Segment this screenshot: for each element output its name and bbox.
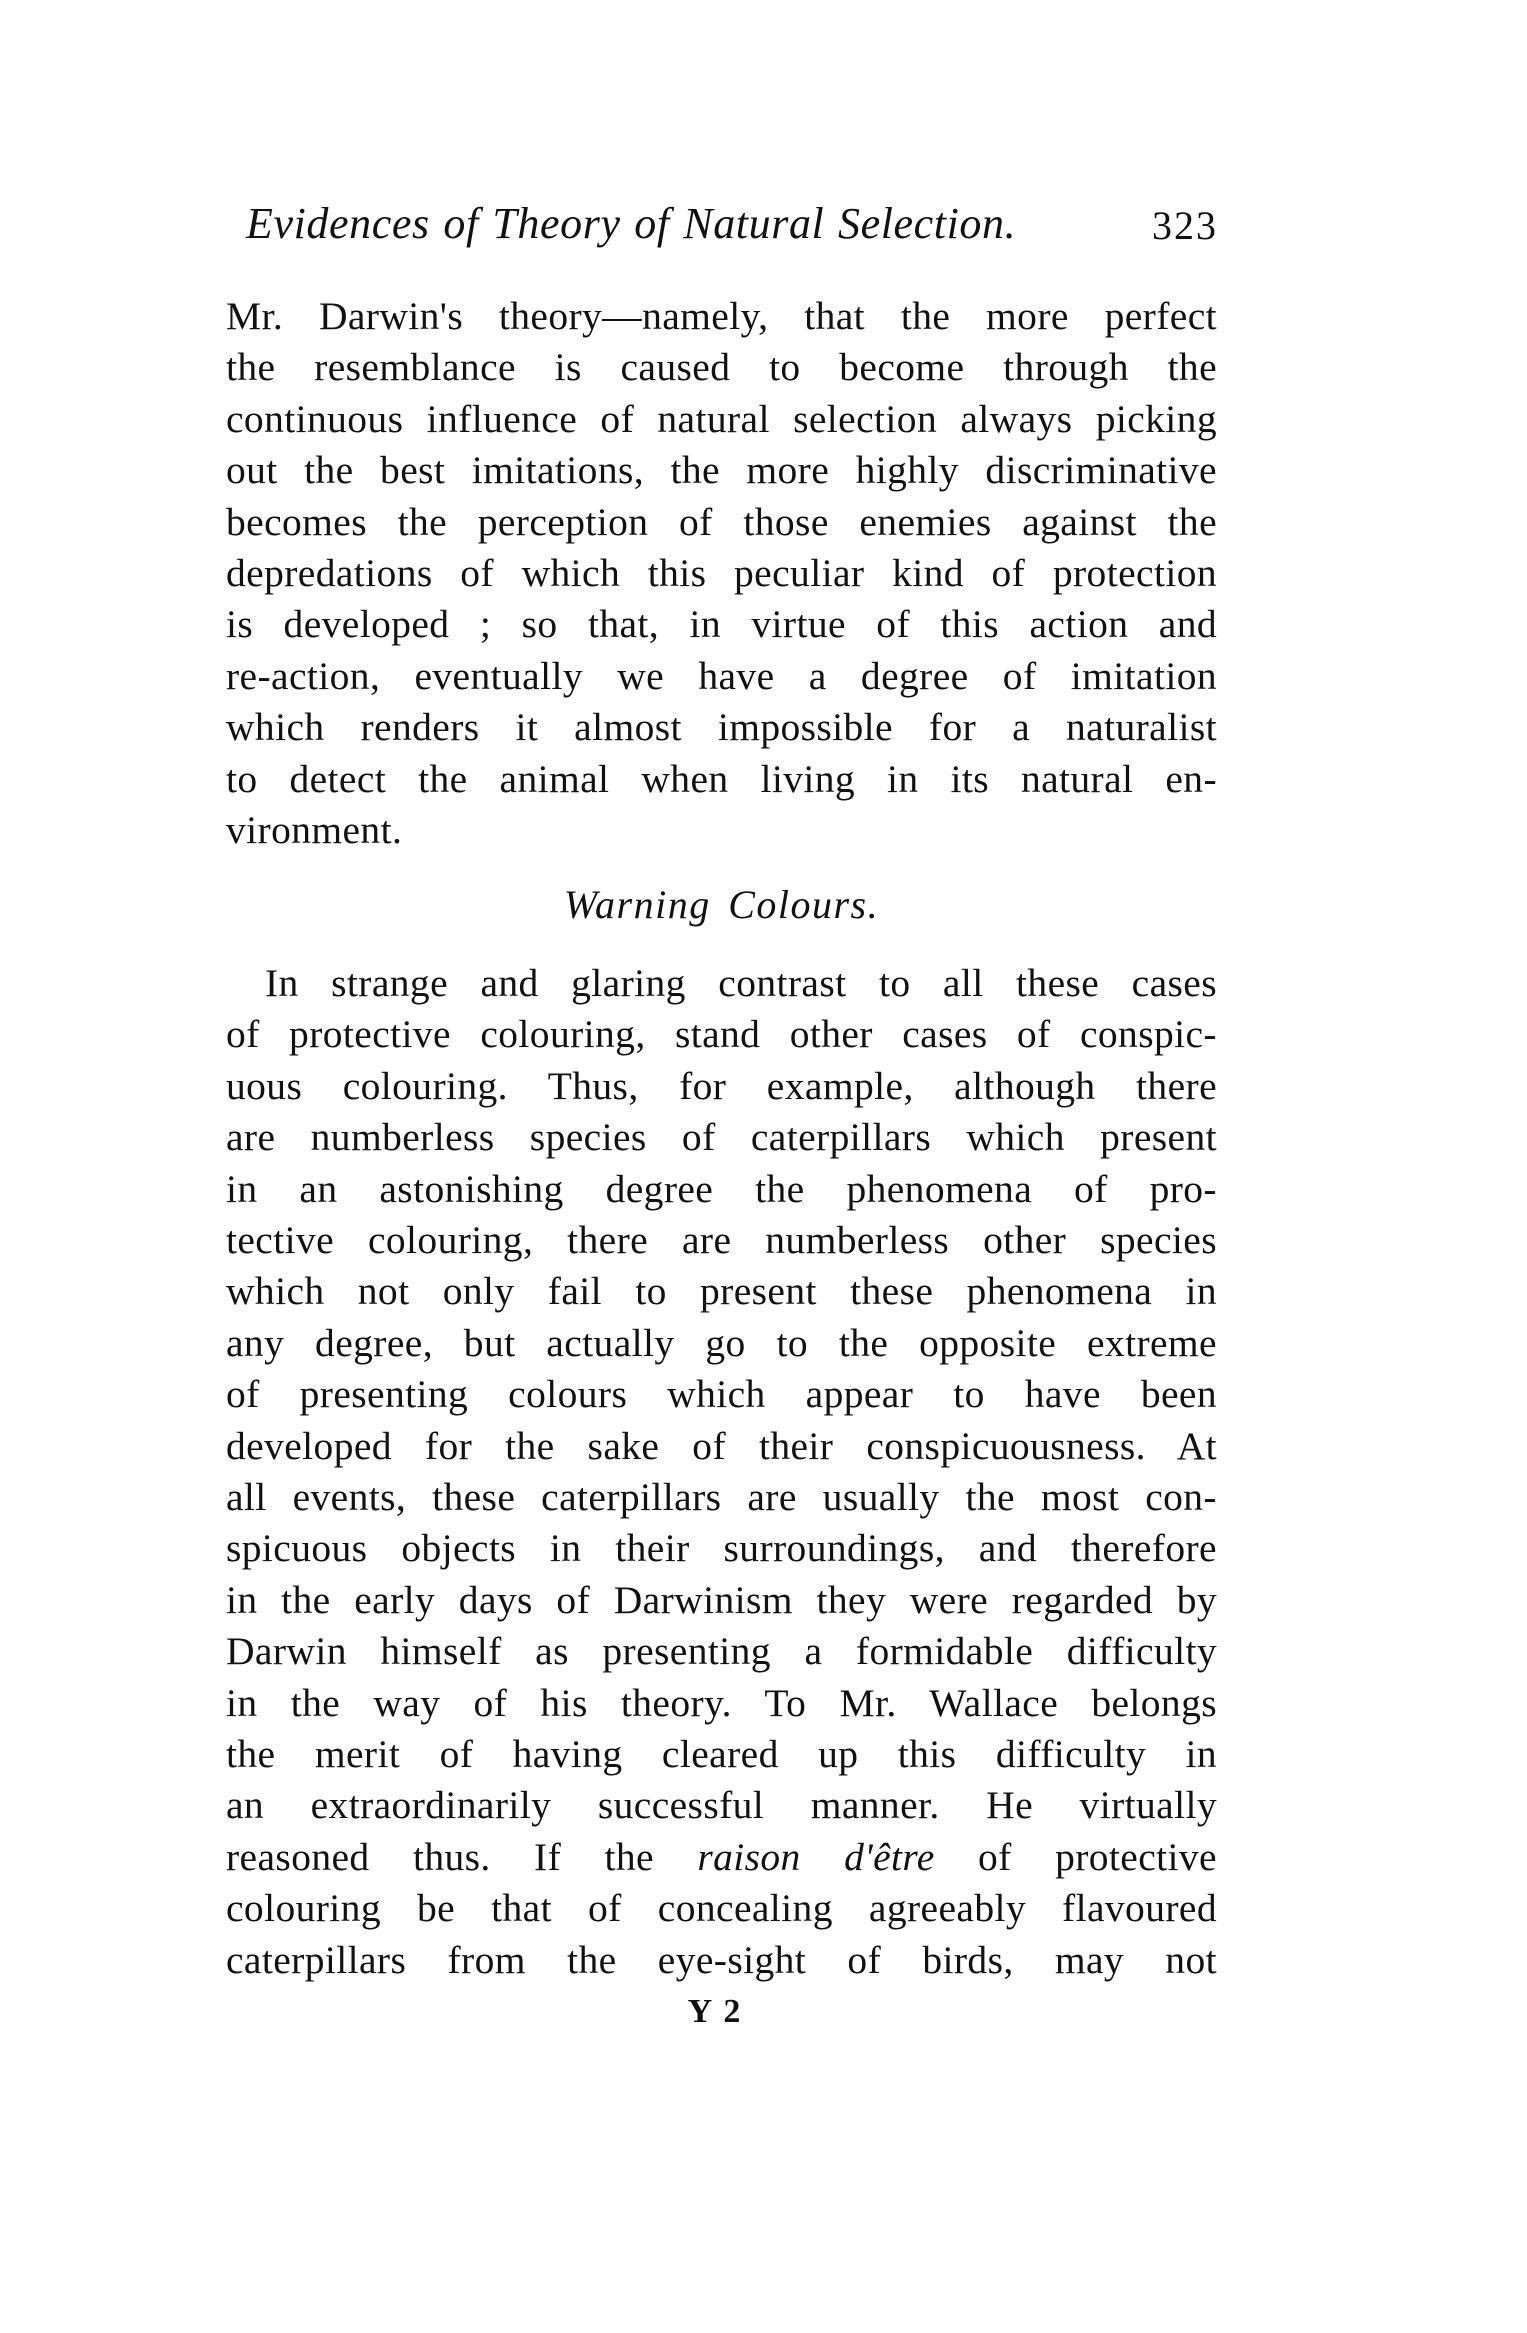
text-line: an extraordinarily successful manner. He virtually <box>226 1783 1217 1827</box>
text-line: which not only fail to present these phenomena in <box>226 1269 1217 1313</box>
text-line: in an astonishing degree the phenomena of pro- <box>226 1167 1217 1211</box>
text-line: of protective colouring, stand other cases of conspic- <box>226 1012 1217 1056</box>
text-line: In strange and glaring contrast to all these cases <box>265 961 1217 1005</box>
text-line: vironment. <box>226 808 403 852</box>
italic-phrase-raison-detre: raison d'être <box>697 1835 935 1879</box>
text-line: uous colouring. Thus, for example, although there <box>226 1064 1217 1108</box>
running-head <box>246 196 1218 252</box>
text-line: caterpillars from the eye-sight of birds, may not <box>226 1938 1217 1982</box>
text-line: in the way of his theory. To Mr. Wallace belongs <box>226 1681 1217 1725</box>
page-number: 323 <box>1152 203 1218 248</box>
text-line: to detect the animal when living in its natural en- <box>226 757 1217 801</box>
text-line: out the best imitations, the more highly discriminative <box>226 448 1217 492</box>
text-line-with-italic <box>226 1831 1217 1883</box>
text-line: depredations of which this peculiar kind of protection <box>226 551 1217 595</box>
text-segment: reasoned thus. If the <box>226 1835 698 1879</box>
running-head-title: Evidences of Theory of Natural Selection. <box>246 199 1017 248</box>
text-line: all events, these caterpillars are usually the most con- <box>226 1475 1217 1519</box>
text-line: in the early days of Darwinism they were regarded by <box>226 1578 1217 1622</box>
signature-mark: Y 2 <box>687 1993 743 2030</box>
text-line: the merit of having cleared up this difficulty in <box>226 1732 1217 1776</box>
text-line: developed for the sake of their conspicuousness. At <box>226 1424 1217 1468</box>
text-line: continuous influence of natural selection always picking <box>226 397 1217 441</box>
text-line: is developed ; so that, in virtue of this action and <box>226 602 1217 646</box>
text-line: any degree, but actually go to the opposite extreme <box>226 1321 1217 1365</box>
text-line: re-action, eventually we have a degree of imitation <box>226 654 1217 698</box>
text-line: tective colouring, there are numberless other species <box>226 1218 1217 1262</box>
text-line: are numberless species of caterpillars which present <box>226 1115 1217 1159</box>
text-line: becomes the perception of those enemies against the <box>226 500 1217 544</box>
text-line: of presenting colours which appear to have been <box>226 1372 1217 1416</box>
text-line: spicuous objects in their surroundings, and therefore <box>226 1526 1217 1570</box>
text-line: Mr. Darwin's theory—namely, that the more perfect <box>226 294 1217 338</box>
text-line: colouring be that of concealing agreeably flavoured <box>226 1886 1217 1930</box>
text-line: Darwin himself as presenting a formidable difficulty <box>226 1629 1217 1673</box>
text-segment: of protective <box>934 1835 1217 1879</box>
text-line: which renders it almost impossible for a naturalist <box>226 705 1217 749</box>
section-heading: Warning Colours. <box>563 882 880 927</box>
text-line: the resemblance is caused to become through the <box>226 345 1217 389</box>
